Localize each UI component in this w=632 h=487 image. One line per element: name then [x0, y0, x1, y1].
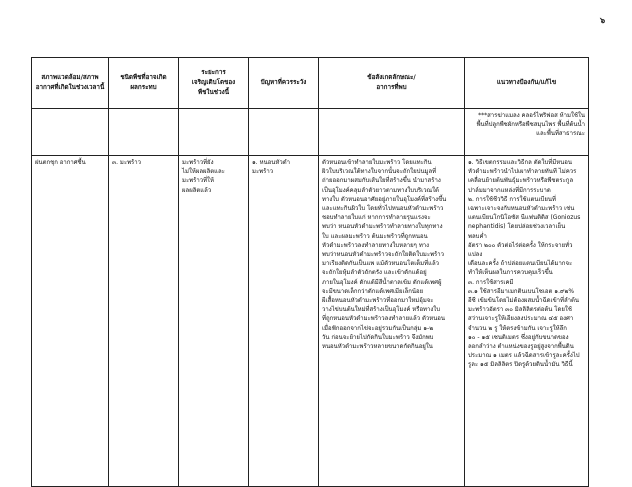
- note-empty-cell: [249, 109, 319, 156]
- note-empty-cell: [32, 109, 109, 156]
- problem-cell: ๑. หนอนหัวดำ มะพร้าว: [249, 156, 319, 487]
- header-crop: ชนิดพืชที่อาจเกิด ผลกระทบ: [109, 58, 179, 109]
- header-solutions: แนวทางป้องกัน/แก้ไข: [465, 58, 589, 109]
- table-header-row: [32, 58, 589, 109]
- table-row: [32, 156, 589, 487]
- header-condition: สภาพแวดล้อม/สภาพ อากาศที่เกิดในช่วงเวลานี้: [32, 58, 109, 109]
- growth-stage-cell: มะพร้าวที่ยัง ไม่ให้ผลผลิตและ มะพร้าวที่ให้ ผลผลิตแล้ว: [179, 156, 249, 487]
- insecticide-warning-note: ***สารฆ่าแมลง คลอร์ไพริฟอส ห้ามใช้ใน พื้นที่ปลูกพืชผักหรือพืชสมุนไพร พื้นที่ต้นน้ำ และพื้นที่สาธารณะ: [465, 109, 589, 156]
- page-number: ๖: [600, 16, 606, 25]
- table-note-row: [32, 109, 589, 156]
- symptoms-cell: ตัวหนอนเข้าทำลายใบมะพร้าว โดยแทะกิน ผิวใบบริเวณใต้ทางใบจากนั้นจะถักใยปนมูลที่ ถ่ายออกมาผสมกับเส้นใยที่สร้างขึ้น นำมาสร้าง เป็นอุโมงค์คลุมลำตัวยาวตามทางใบบริเวณใต้ ทางใบ ตัวหนอนอาศัยอยู่ภายในอุโมงค์ที่สร้างขึ้น และแทะกินผิวใบ โดยทั่วไปหนอนหัวดำมะพร้าว ชอบทำลายใบแก่ หากการทำลายรุนแรงจะ พบว่า หนอนหัวดำมะพร้าวทำลายทางใบทุกทาง ใบ และผลมะพร้าว ต้นมะพร้าวที่ถูกหนอน หัวดำมะพร้าวลงทำลายทางใบหลายๆ ทาง พบว่าหนอนหัวดำมะพร้าวจะถักใยติดใบมะพร้าว มาเรียงติดกันเป็นแพ แม้ตัวหนอนโตเต็มที่แล้ว จะถักใยหุ้มลำตัวถักตรัง และเข้าดักแด้อยู่ ภายในอุโมงค์ ดักแด้มีสีน้ำตาลเข้ม ดักแด้เพศผู้ จะมีขนาดเล็กกว่าดักแด้เพศเมียเล็กน้อย ผีเสื้อหนอนหัวดำมะพร้าวที่ออกมาใหม่อุ้มจะ วางไข่บนต้นใหม่ที่สร้างเป็นอุโมงค์ หรือทางใบ ที่ถูกหนอนหัวดำมะพร้าวลงทำลายแล้ว ตัวหนอน เมื่อฟักออกจากไข่จะอยู่รวมกันเป็นกลุ่ม ๑-๒ วัน ก่อนจะย้ายไปกัดกินใบมะพร้าว จึงมักพบ หนอนหัวดำมะพร้าวหลายขนาดกัดกินอยู่ใน: [319, 156, 465, 487]
- note-empty-cell: [109, 109, 179, 156]
- solutions-cell: ๑. วิธีเขตกรรมและวิธีกล ตัดใบที่มีหนอน หัวดำมะพร้าวนำไปเผาทำลายทันที ไม่ควร เคลื่อนย้ายต้นพันธุ์มะพร้าวหรือพืชตระกูล ปาล์มมาจากแหล่งที่มีการระบาด ๒. การใช้ชีววิธี การใช้แตนเบียนที่ เฉพาะเจาะจงกับหนอนหัวดำมะพร้าว เช่น แตนเบียนโกนิโอซัส นีแฟนติดิส (Goniozus nephantidis) โดยปล่อยช่วงเวลาเย็น พลบค่ำ อัตรา ๒๐๐ ตัวต่อไร่ต่อครั้ง ให้กระจายทั่วแปลง เดือนละครั้ง ถ้าปล่อยแตนเบียนได้มากจะ ทำให้เห็นผลในการควบคุมเร็วขึ้น ๓. การใช้สารเคมี ๓.๑ ใช้สารอีมาเมกตินเบนโซเอต ๑.๙๒% อีซี เข้มข้นโดยไม่ต้องผสมน้ำฉีดเข้าที่ลำต้น มะพร้าวอัตรา ๓๐ มิลลิลิตรต่อต้น โดยใช้ สว่านเจาะรูให้เอียงลงประมาณ ๔๕ องศา จำนวน ๒ รู ให้ตรงข้ามกัน เจาะรูให้ลึก ๑๐ - ๑๕ เซนติเมตร ซึ่งอยู่กับขนาดของ ลอกลำว่าง ตำแหน่งของรูอยู่สูงจากพื้นดิน ประมาณ ๑ เมตร แล้วฉีดสารเข้ารูละครั้งไป รูละ ๑๕ มิลลิลิตร ปิดรูด้วยดินน้ำมัน วิธีนี้: [465, 156, 589, 487]
- header-problem: ปัญหาที่ควรระวัง: [249, 58, 319, 109]
- header-growth-stage: ระยะการ เจริญเติบโตของ พืชในช่วงนี้: [179, 58, 249, 109]
- header-symptoms: ข้อสังเกตลักษณะ/ อาการที่พบ: [319, 58, 465, 109]
- condition-cell: ฝนตกชุก อากาศชื้น: [32, 156, 109, 487]
- crop-cell: ๓. มะพร้าว: [109, 156, 179, 487]
- pest-advisory-table: [31, 57, 589, 487]
- note-empty-cell: [179, 109, 249, 156]
- note-empty-cell: [319, 109, 465, 156]
